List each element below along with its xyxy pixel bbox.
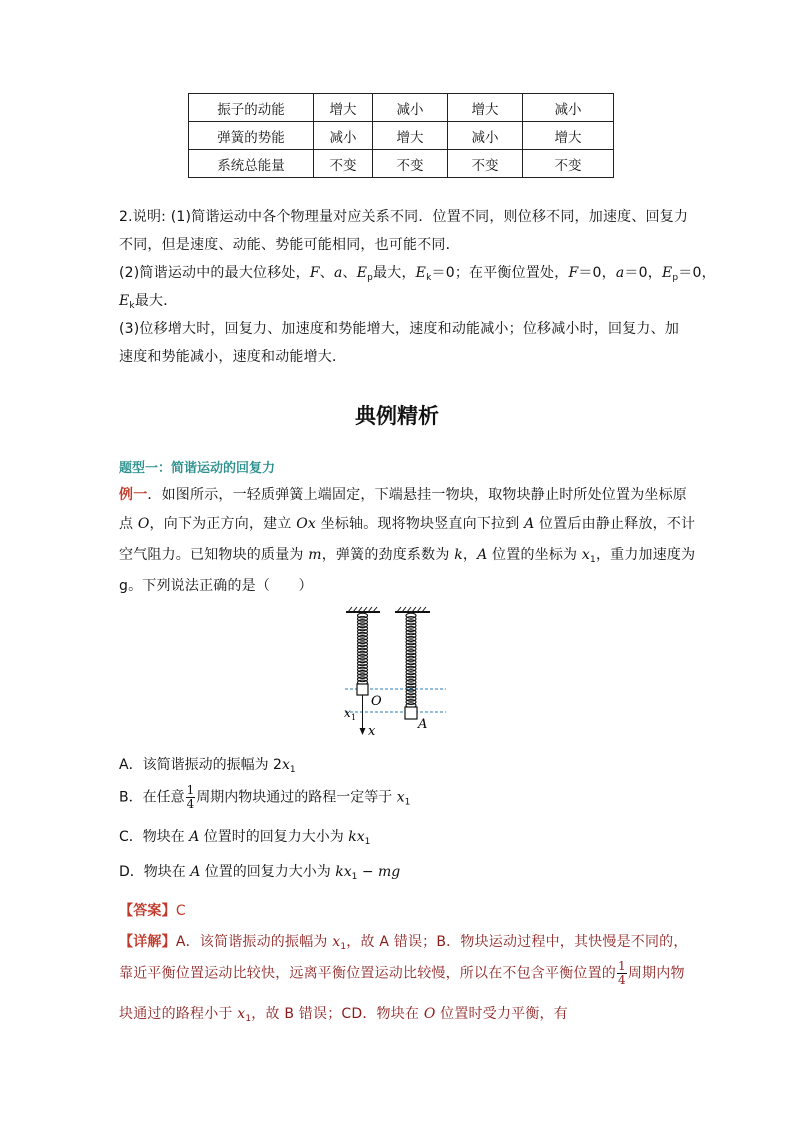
table-cell: 不变 bbox=[448, 150, 523, 178]
label-x-axis: x bbox=[368, 724, 376, 739]
label-A: A bbox=[418, 717, 428, 732]
table-cell: 增大 bbox=[448, 94, 523, 122]
label-O: O bbox=[371, 694, 382, 709]
table-cell: 不变 bbox=[523, 150, 614, 178]
label-x1-sub: 1 bbox=[351, 713, 357, 722]
table-cell: 系统总能量 bbox=[189, 150, 314, 178]
table-cell: 减小 bbox=[523, 94, 614, 122]
example-line-4: g。下列说法正确的是（ ） bbox=[119, 578, 313, 594]
table-cell: 减小 bbox=[373, 94, 448, 122]
section-title: 典例精析 bbox=[355, 404, 439, 428]
note-line-3: (2)简谐运动中的最大位移处，F、a、$E_p$最大，$E_k=0$；在平衡位置处，F＝0，a＝0，$E_p=0$， bbox=[119, 265, 716, 283]
explain-line-3: 块通过的路程小于 $x_1$，故 B 错误；CD．物块在 O 位置时受力平衡，有 bbox=[119, 1006, 568, 1024]
answer-value: C bbox=[175, 903, 186, 919]
table-cell: 振子的动能 bbox=[189, 94, 314, 122]
explain-line-1: 【详解】A．该简谐振动的振幅为 $x_1$，故 A 错误；B．物块运动过程中，其快慢是不同的， bbox=[119, 934, 688, 952]
table-cell: 增大 bbox=[314, 94, 373, 122]
note-line-1: 2.说明: (1)简谐运动中各个物理量对应关系不同．位置不同，则位移不同，加速度、回复力 bbox=[119, 209, 689, 225]
option-C: C．物块在 A 位置时的回复力大小为 $kx_1$ bbox=[119, 829, 371, 847]
option-B: B．在任意 $\frac{1}{4}$ 周期内物块通过的路程一定等于 $x_1$ bbox=[119, 783, 411, 811]
example-label: 例一 bbox=[119, 487, 148, 503]
question-type: 题型一：简谐运动的回复力 bbox=[119, 461, 276, 476]
table-cell: 不变 bbox=[314, 150, 373, 178]
note-line-4: $E_k$最大． bbox=[119, 293, 178, 311]
table-row bbox=[189, 94, 614, 122]
table-cell: 减小 bbox=[314, 122, 373, 150]
spring-diagram bbox=[340, 604, 460, 744]
spring-figure bbox=[340, 604, 460, 748]
table-cell: 增大 bbox=[373, 122, 448, 150]
answer-line bbox=[119, 900, 186, 920]
energy-table bbox=[188, 93, 614, 178]
fraction-quarter-2: $\frac{1}{4}$ bbox=[618, 959, 626, 987]
option-A: A．该简谐振动的振幅为 $2x_1$ bbox=[119, 757, 296, 775]
table-row bbox=[189, 150, 614, 178]
table-cell: 减小 bbox=[448, 122, 523, 150]
table-cell: 增大 bbox=[523, 122, 614, 150]
note-line-2: 不同，但是速度、动能、势能可能相同，也可能不同． bbox=[119, 237, 460, 253]
table-row bbox=[189, 122, 614, 150]
example-line-2: 点 O，向下为正方向，建立 Ox 坐标轴。现将物块竖直向下拉到 A 位置后由静止释放，不计 bbox=[119, 516, 696, 532]
example-line-3: 空气阻力。已知物块的质量为 m，弹簧的劲度系数为 k，A 位置的坐标为 $x_1$，重力加速度为 bbox=[119, 547, 696, 565]
explain-line-2: 靠近平衡位置运动比较快，远离平衡位置运动比较慢，所以在不包含平衡位置的 $\frac{1}{4}$ 周期内物 bbox=[119, 959, 685, 987]
table-cell: 不变 bbox=[373, 150, 448, 178]
label-x1: x bbox=[344, 706, 351, 720]
fraction-quarter: $\frac{1}{4}$ bbox=[186, 783, 195, 811]
note-line-5: (3)位移增大时，回复力、加速度和势能增大，速度和动能减小；位移减小时，回复力、加 bbox=[119, 321, 680, 337]
table-cell: 弹簧的势能 bbox=[189, 122, 314, 150]
example-line-1: 例一．如图所示，一轻质弹簧上端固定，下端悬挂一物块，取物块静止时所处位置为坐标原 bbox=[119, 487, 688, 503]
explain-label: 【详解】 bbox=[119, 934, 176, 950]
note-line-6: 速度和势能减小，速度和动能增大． bbox=[119, 349, 347, 365]
option-D: D．物块在 A 位置的回复力大小为 $kx_1$ − mg bbox=[119, 864, 401, 882]
answer-label: 【答案】 bbox=[119, 903, 176, 919]
